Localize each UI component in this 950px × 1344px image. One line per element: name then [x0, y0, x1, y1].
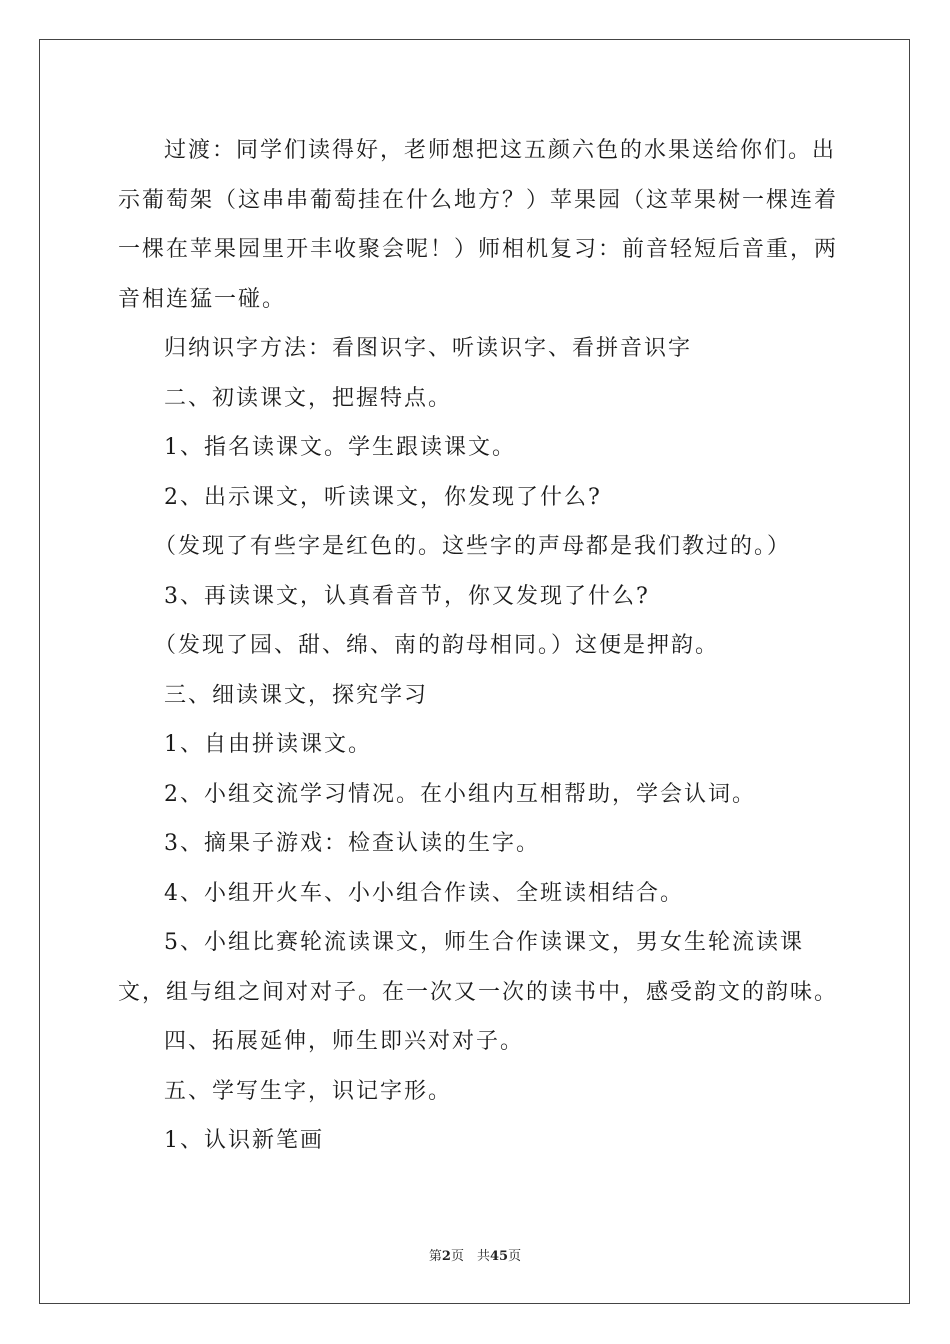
paragraph-8: （发现了园、甜、绵、南的韵母相同。）这便是押韵。 — [154, 633, 720, 658]
footer-prefix: 第 — [428, 1249, 442, 1264]
footer-mid: 页 共 — [450, 1249, 490, 1264]
document-body — [118, 126, 838, 1166]
paragraph-13: 4、小组开火车、小小组合作读、全班读相结合。 — [164, 880, 684, 906]
paragraph-10: 1、自由拼读课文。 — [164, 732, 372, 757]
paragraph-5: 2、出示课文，听读课文，你发现了什么? — [164, 484, 602, 510]
paragraph-3: 二、初读课文，把握特点。 — [164, 385, 453, 411]
paragraph-14: 5、小组比赛轮流读课文，师生合作读课文，男女生轮流读课文，组与组之间对对子。在一次又一次的读书中，感受韵文的韵味。 — [118, 930, 839, 1005]
paragraph-16: 五、学写生字，识记字形。 — [164, 1078, 453, 1104]
footer-total-pages: 45 — [489, 1249, 509, 1264]
paragraph-12: 3、摘果子游戏：检查认读的生字。 — [164, 831, 540, 856]
paragraph-15: 四、拓展延伸，师生即兴对对子。 — [164, 1029, 525, 1054]
paragraph-1: 过渡：同学们读得好，老师想把这五颜六色的水果送给你们。出示葡萄架（这串串葡萄挂在什么地方？）苹果园（这苹果树一棵连着一棵在苹果园里开丰收聚会呢！）师相机复习：前音轻短后音重，两音相连猛一碰。 — [118, 138, 839, 312]
paragraph-17: 1、认识新笔画 — [164, 1128, 324, 1153]
footer-current-page: 2 — [441, 1249, 451, 1264]
page-footer — [0, 1245, 950, 1264]
paragraph-7: 3、再读课文，认真看音节，你又发现了什么? — [164, 583, 650, 609]
paragraph-9: 三、细读课文，探究学习 — [164, 682, 429, 708]
paragraph-2: 归纳识字方法：看图识字、听读识字、看拼音识字 — [164, 336, 693, 361]
footer-suffix: 页 — [508, 1249, 522, 1264]
paragraph-11: 2、小组交流学习情况。在小组内互相帮助，学会认词。 — [164, 781, 756, 807]
paragraph-4: 1、指名读课文。学生跟读课文。 — [164, 435, 516, 460]
paragraph-6: （发现了有些字是红色的。这些字的声母都是我们教过的。） — [154, 534, 792, 559]
